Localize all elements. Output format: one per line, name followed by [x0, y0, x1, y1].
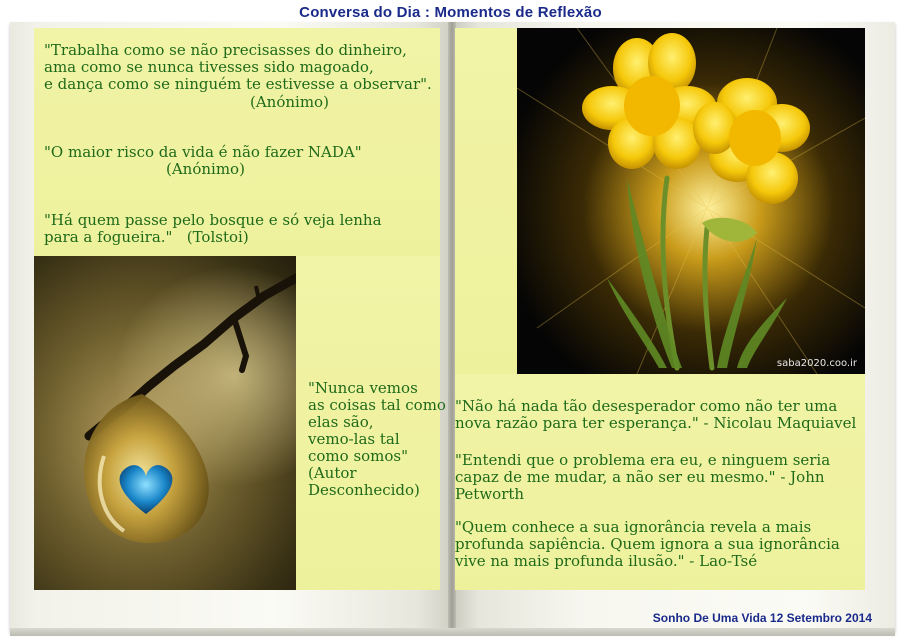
footer-caption: Sonho De Uma Vida 12 Setembro 2014 — [652, 611, 872, 625]
quote-maior-risco: "O maior risco da vida é não fazer NADA" — [44, 143, 362, 161]
quote-maquiavel: "Não há nada tão desesperador como não ter uma nova razão para ter esperança." - Nicolau Maquiavel — [455, 397, 857, 432]
water-drop-image — [34, 256, 296, 590]
water-drop-illustration — [34, 256, 296, 590]
right-panel — [455, 28, 517, 374]
daffodil-image — [517, 28, 865, 374]
quote-lao-tse: "Quem conhece a sua ignorância revela a mais profunda sapiência. Quem ignora a sua ignorância vive na mais profunda ilusão." - Lao-Tsé — [455, 518, 840, 570]
quote-tolstoi: "Há quem passe pelo bosque e só veja lenha para a fogueira." (Tolstoi) — [44, 211, 382, 246]
quote-maior-risco-author: (Anónimo) — [166, 160, 245, 178]
image-watermark: saba2020.coo.ir — [776, 358, 857, 369]
quote-petworth: "Entendi que o problema era eu, e ninguem seria capaz de me mudar, a não ser eu mesmo." - John Petworth — [455, 451, 831, 503]
page-title: Conversa do Dia : Momentos de Reflexão — [299, 4, 602, 21]
page-edge — [10, 628, 895, 636]
daffodil-illustration — [517, 28, 865, 374]
quote-nunca-vemos: "Nunca vemos as coisas tal como elas são, vemo-las tal como somos" (Autor Desconhecido) — [308, 379, 446, 499]
quote-trabalha-author: (Anónimo) — [250, 93, 329, 111]
quote-trabalha: "Trabalha como se não precisasses do dinheiro, ama como se nunca tivesses sido magoado, e dança como se ninguém te estivesse a observar". — [44, 41, 432, 93]
